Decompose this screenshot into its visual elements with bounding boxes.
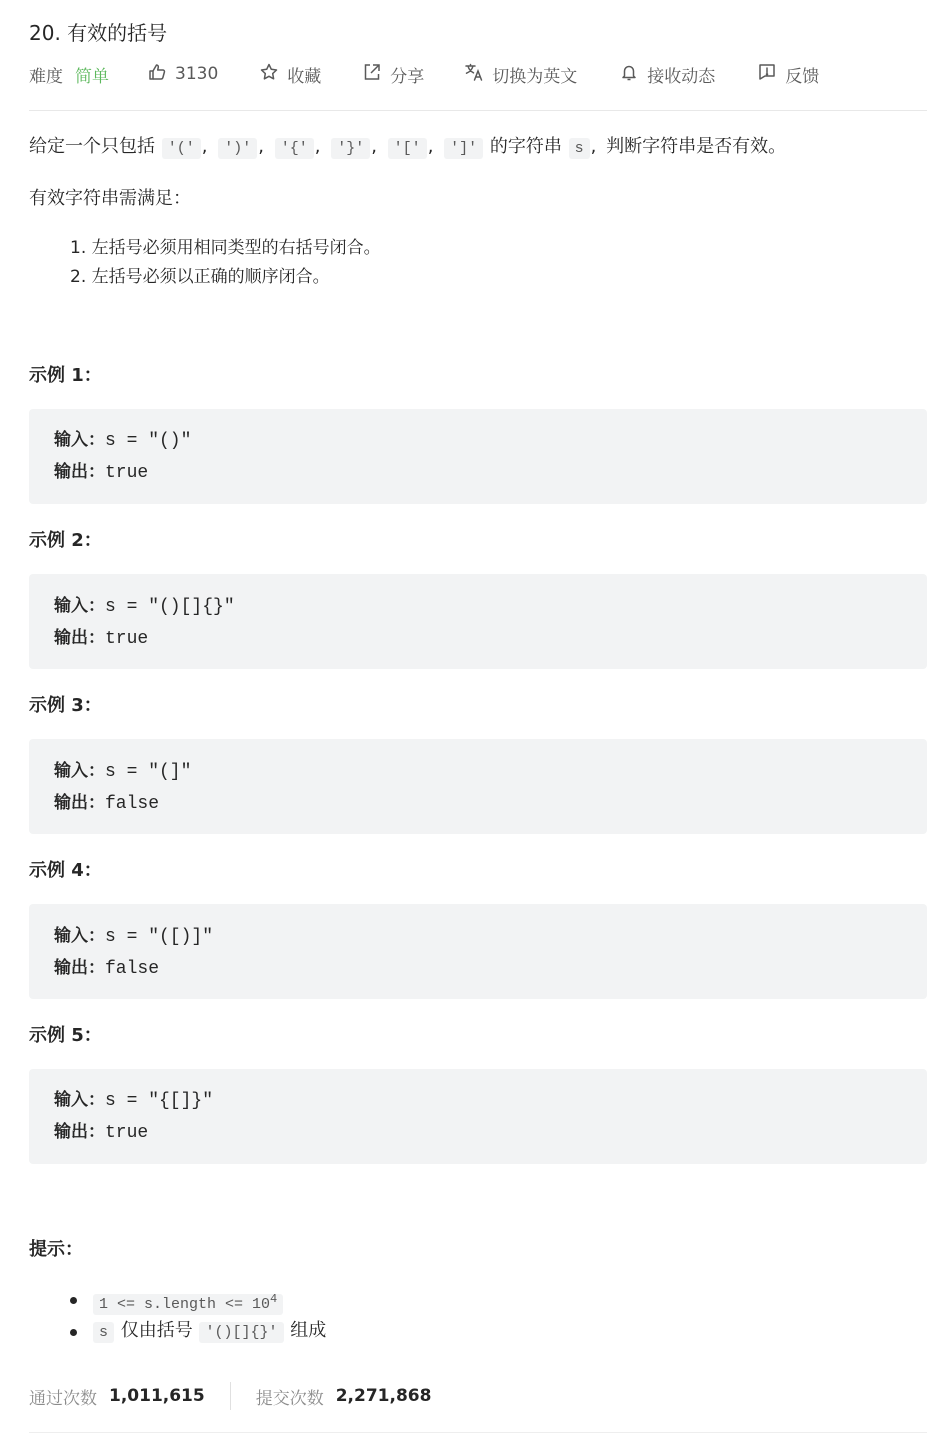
hint-constraint-code [93,1294,283,1315]
notify-button[interactable] [619,62,715,87]
input-label: 输入： [54,926,105,946]
hint-var-code: s [93,1322,114,1343]
example-heading: 示例 4： [29,860,102,881]
hints-heading: 提示： [29,1239,83,1260]
hint-item [70,1284,326,1316]
example-input: s = "([)]" [105,927,214,947]
example-box [29,739,927,834]
feedback-label: 反馈 [785,66,820,87]
example-box [29,574,927,669]
input-label: 输入： [54,1090,105,1110]
example-input-line [54,924,213,948]
difficulty [29,62,109,87]
rule-item: 2. 左括号必须以正确的顺序闭合。 [70,267,330,287]
share-button[interactable] [362,62,424,87]
example-output-line [54,1120,148,1144]
example-output: true [105,463,149,483]
example-box [29,904,927,999]
example-input: s = "{[]}" [105,1091,214,1111]
example-input-line [54,1088,213,1112]
example-output-line [54,956,159,980]
rules-list [70,234,381,292]
example-output-line [54,460,148,484]
difficulty-badge: 简单 [75,66,109,87]
example-output: false [105,959,160,979]
share-label: 分享 [390,66,425,87]
char-code: '}' [331,138,370,159]
submission-stats [29,1382,431,1410]
desc-suffix: 判断字符串是否有效。 [606,136,787,157]
hint-suffix: 组成 [290,1320,327,1341]
example-heading: 示例 1： [29,365,102,386]
example-input: s = "()" [105,431,192,451]
input-label: 输入： [54,761,105,781]
example-box [29,409,927,504]
favorite-button[interactable] [259,62,321,87]
example-output-line [54,626,148,650]
header-divider [29,110,927,111]
example-output: true [105,629,149,649]
hint-item [70,1316,326,1348]
hints-list [70,1284,326,1348]
notify-label: 接收动态 [647,66,716,87]
input-label: 输入： [54,430,105,450]
var-code: s [569,138,590,159]
switch-language-label: 切换为英文 [492,66,578,87]
example-box [29,1069,927,1164]
output-label: 输出： [54,958,105,978]
example-heading: 示例 3： [29,695,102,716]
hint-constraint-text: 1 <= s.length <= 10 [99,1296,271,1313]
output-label: 输出： [54,793,105,813]
desc-middle: 的字符串 [489,136,562,157]
output-label: 输出： [54,1122,105,1142]
accepted-label: 通过次数 [29,1388,97,1409]
share-icon [362,62,382,87]
example-input-line [54,594,235,618]
translate-icon [464,62,484,87]
char-code: '(' [162,138,201,159]
rule-item: 1. 左括号必须用相同类型的右括号闭合。 [70,238,381,258]
favorite-label: 收藏 [287,66,322,87]
char-code: ')' [218,138,257,159]
feedback-button[interactable] [757,62,819,87]
hint-exponent: 4 [270,1292,278,1306]
hint-brackets-code: '()[]{}' [199,1322,283,1343]
example-heading: 示例 2： [29,530,102,551]
switch-language-button[interactable] [464,62,577,87]
output-label: 输出： [54,462,105,482]
page-title: 20. 有效的括号 [29,21,168,45]
meta-bar [29,60,819,88]
problem-description: 给定一个只包括 '(' , ')' , '{' , '}' , '[' , ']' 的字符串 s , 判断字符串是否有效。 [29,136,787,157]
submitted-label: 提交次数 [255,1388,324,1409]
output-label: 输出： [54,628,105,648]
feedback-icon [757,62,777,87]
like-count: 3130 [175,64,219,84]
char-code: '[' [388,138,427,159]
bell-icon [619,62,639,87]
example-input-line [54,759,191,783]
char-code: ']' [444,138,483,159]
footer-divider [29,1432,927,1433]
hint-text: 仅由括号 [120,1320,193,1341]
input-label: 输入： [54,596,105,616]
like-button[interactable] [147,62,218,87]
requirement-text: 有效字符串需满足： [29,188,191,209]
char-code: '{' [275,138,314,159]
example-output-line [54,791,159,815]
star-icon [259,62,279,87]
accepted-count: 1,011,615 [109,1386,205,1406]
example-input: s = "()[]{}" [105,597,235,617]
thumbs-up-icon [147,62,167,87]
example-output: false [105,794,160,814]
difficulty-label: 难度 [29,66,63,87]
example-heading: 示例 5： [29,1025,102,1046]
stats-divider [230,1382,231,1410]
submitted-count: 2,271,868 [335,1386,432,1406]
example-input: s = "(]" [105,762,192,782]
desc-prefix: 给定一个只包括 [29,136,155,157]
example-input-line [54,428,191,452]
example-output: true [105,1123,149,1143]
